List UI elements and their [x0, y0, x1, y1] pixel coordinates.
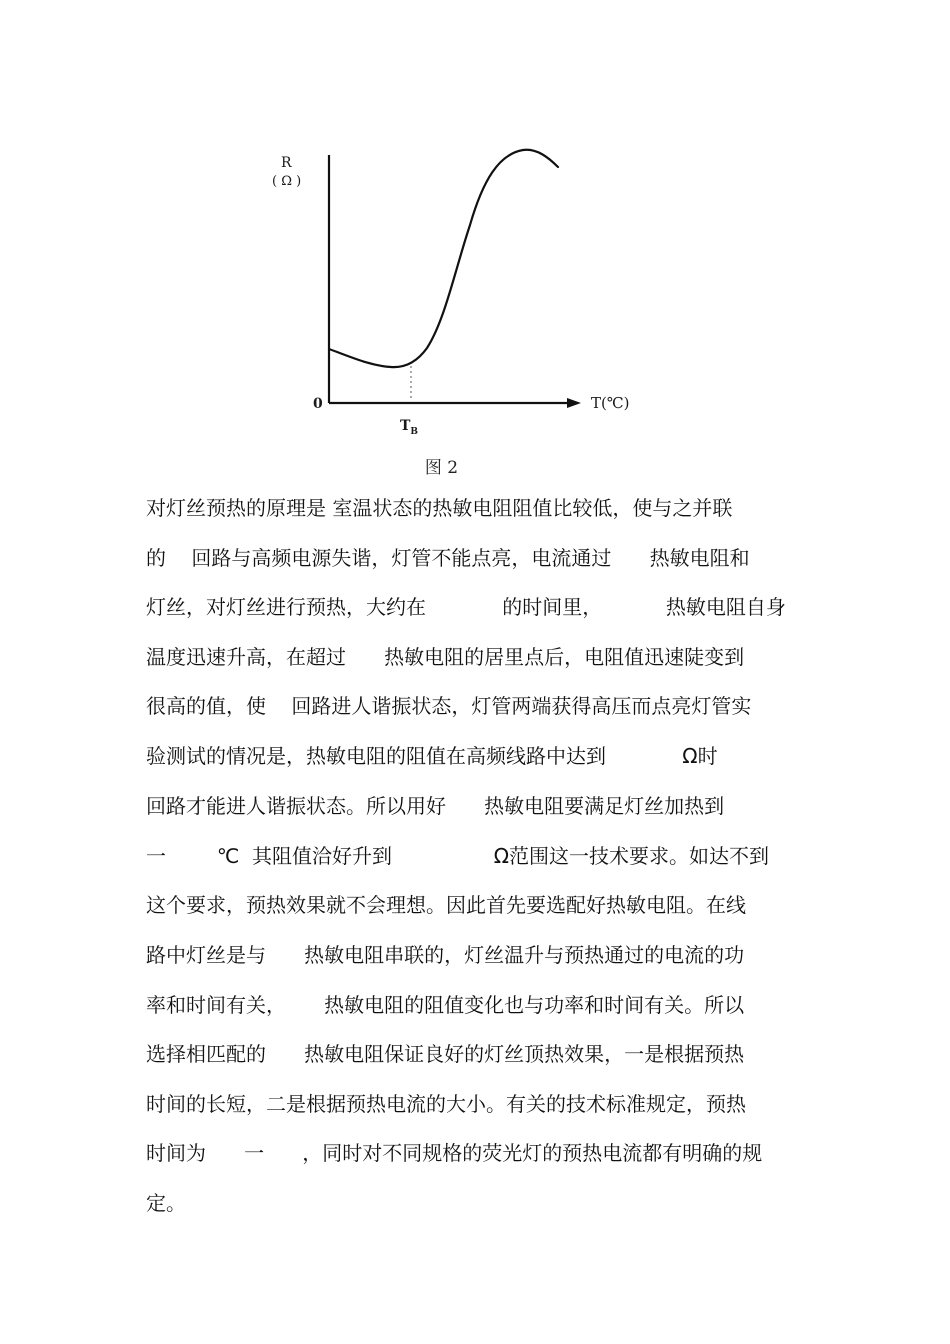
body-line-13: 时间的长短，二是根据预热电流的大小。有关的技术标准规定，预热	[146, 1092, 746, 1116]
figure-caption: 图 2	[424, 458, 459, 478]
y-axis-label-line2: ( Ω )	[272, 174, 302, 189]
tb-label-sub: B	[410, 427, 419, 437]
body-line-15: 定。	[146, 1191, 186, 1215]
figure-svg	[255, 130, 655, 450]
body-line-8: 一 ℃ 其阻值洽好升到 Ω范围这一技术要求。如达不到	[146, 844, 770, 868]
x-axis-arrow	[567, 398, 581, 408]
body-line-5: 很高的值，使 回路进人谐振状态，灯管两端获得高压而点亮灯管实	[146, 694, 752, 718]
origin-label: 0	[313, 396, 323, 412]
x-axis-label: T(℃)	[591, 394, 630, 412]
body-line-3: 灯丝，对灯丝进行预热，大约在 的时间里， 热敏电阻自身	[146, 595, 786, 619]
tb-marker-label	[400, 418, 418, 437]
y-axis-label-line1: R	[281, 155, 292, 171]
tb-label-main: T	[400, 418, 411, 434]
body-line-10: 路中灯丝是与 热敏电阻串联的，灯丝温升与预热通过的电流的功	[146, 943, 745, 967]
body-line-1: 对灯丝预热的原理是 室温状态的热敏电阻阻值比较低，使与之并联	[146, 496, 733, 520]
body-line-2: 的 回路与高频电源失谐，灯管不能点亮，电流通过 热敏电阻和	[146, 546, 750, 570]
body-line-9: 这个要求，预热效果就不会理想。因此首先要选配好热敏电阻。在线	[146, 893, 746, 917]
body-line-6: 验测试的情况是，热敏电阻的阻值在高频线路中达到 Ω时	[146, 744, 718, 768]
resistance-temperature-figure	[255, 130, 655, 450]
body-line-14: 时间为 一 ，同时对不同规格的荧光灯的预热电流都有明确的规	[146, 1141, 763, 1165]
body-line-4: 温度迅速升高，在超过 热敏电阻的居里点后，电阻值迅速陡变到	[146, 645, 745, 669]
body-line-11: 率和时间有关， 热敏电阻的阻值变化也与功率和时间有关。所以	[146, 993, 745, 1017]
body-line-12: 选择相匹配的 热敏电阻保证良好的灯丝顶热效果，一是根据预热	[146, 1042, 745, 1066]
body-line-7: 回路才能进人谐振状态。所以用好 热敏电阻要满足灯丝加热到	[146, 794, 725, 818]
resistance-curve	[329, 150, 558, 367]
